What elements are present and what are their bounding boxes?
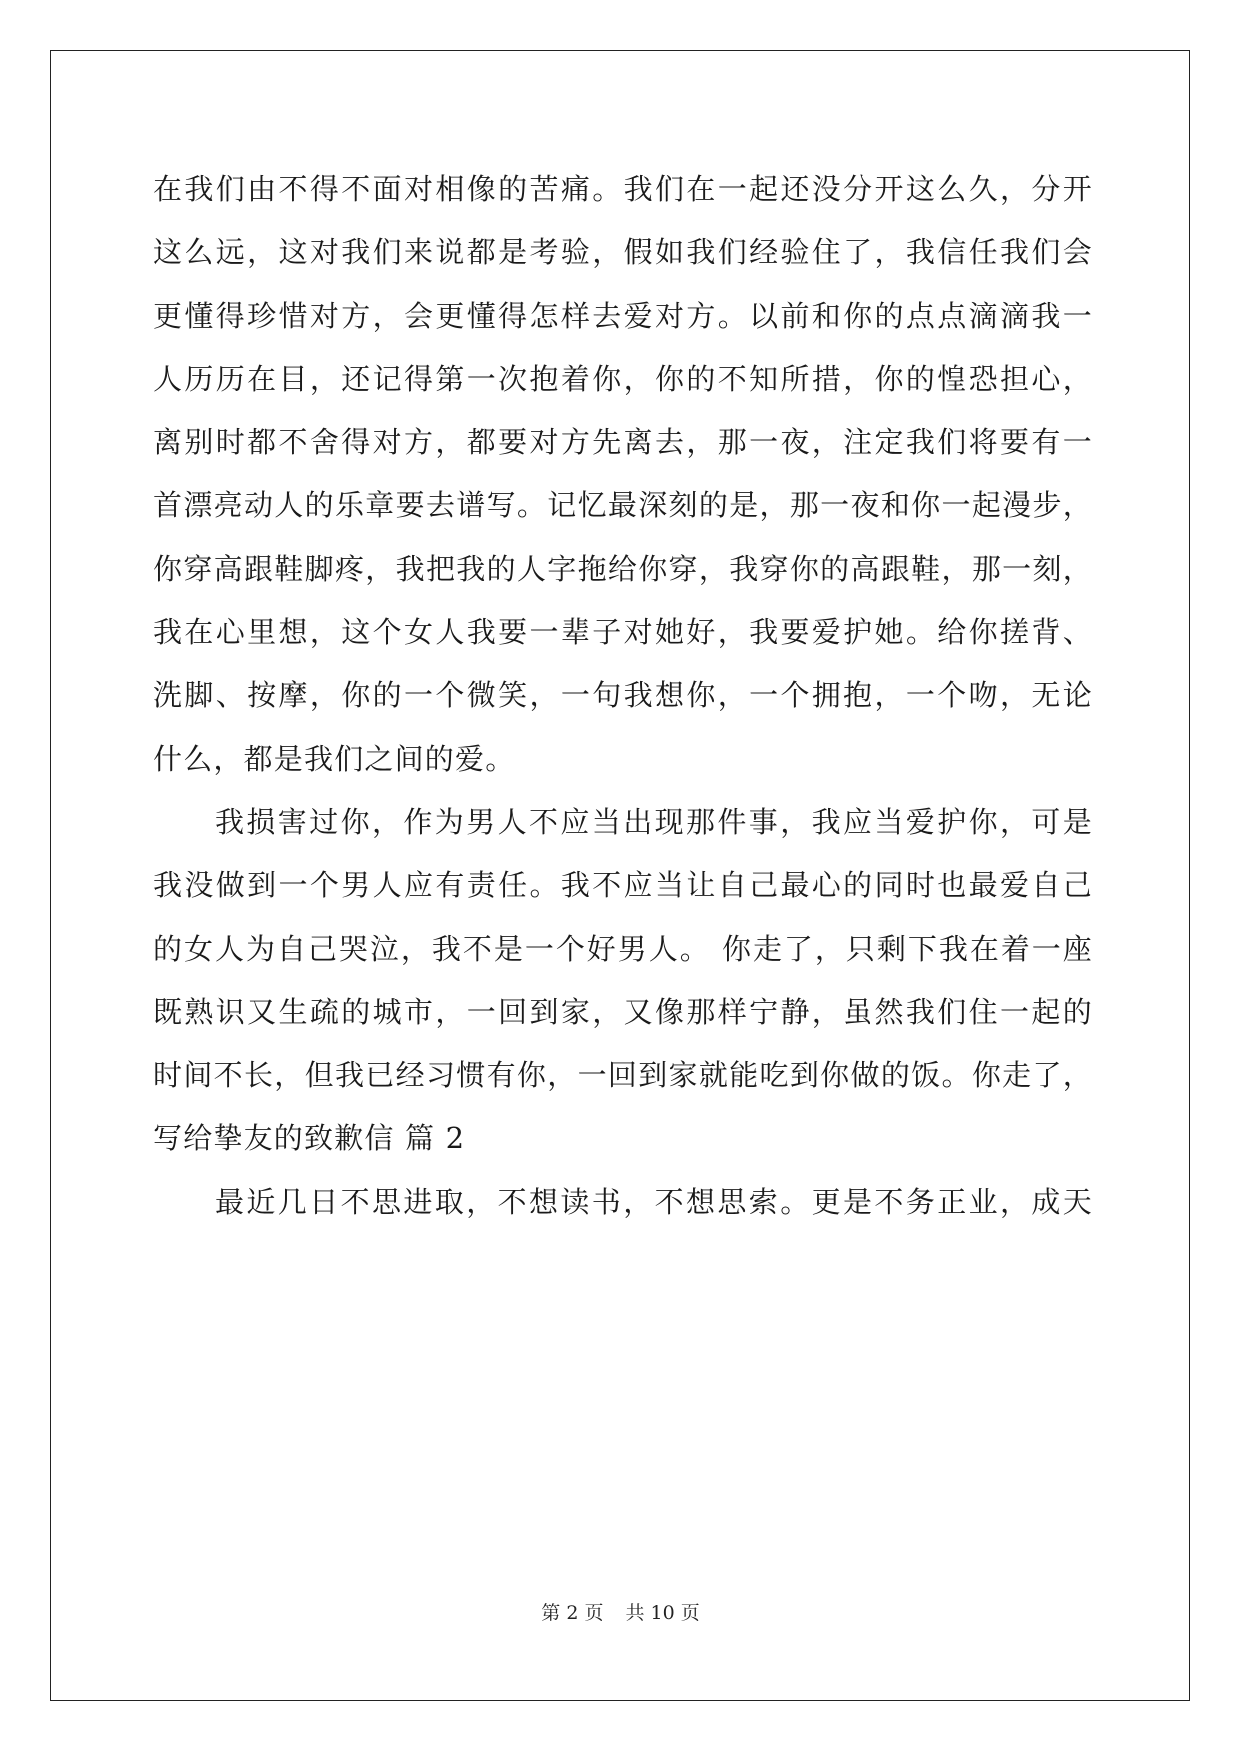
text-line-2: 这么远，这对我们来说都是考验，假如我们经验住了，我信任我们会 [153, 235, 1093, 270]
text-line-5: 离别时都不舍得对方，都要对方先离去，那一夜，注定我们将要有一 [153, 425, 1093, 460]
page-total: 共 10 页 [625, 1602, 700, 1624]
text-line-6: 首漂亮动人的乐章要去谱写。记忆最深刻的是，那一夜和你一起漫步， [153, 488, 1093, 523]
text-line-3: 更懂得珍惜对方，会更懂得怎样去爱对方。以前和你的点点滴滴我一 [153, 298, 1093, 333]
text-line-1: 在我们由不得不面对相像的苦痛。我们在一起还没分开这么久，分开 [153, 172, 1093, 206]
text-line-14: 既熟识又生疏的城市，一回到家，又像那样宁静，虽然我们住一起的 [153, 994, 1093, 1029]
text-line-15: 时间不长，但我已经习惯有你，一回到家就能吃到你做的饭。你走了， [153, 1058, 1093, 1093]
section-heading: 写给挚友的致歉信 篇 2 [153, 1121, 466, 1156]
text-line-9: 洗脚、按摩，你的一个微笑，一句我想你，一个拥抱，一个吻，无论 [153, 678, 1093, 713]
text-line-7: 你穿高跟鞋脚疼，我把我的人字拖给你穿，我穿你的高跟鞋，那一刻， [153, 551, 1093, 586]
text-line-4: 人历历在目，还记得第一次抱着你，你的不知所措，你的惶恐担心， [153, 361, 1093, 396]
page-footer [0, 1598, 1241, 1625]
text-line-11: 我损害过你，作为男人不应当出现那件事，我应当爱护你，可是 [215, 804, 1093, 839]
document-body [153, 158, 1093, 1234]
text-line-17: 最近几日不思进取，不想读书，不想思索。更是不务正业，成天 [215, 1184, 1093, 1219]
text-line-10: 什么，都是我们之间的爱。 [153, 741, 516, 776]
text-line-13: 的女人为自己哭泣，我不是一个好男人。 你走了，只剩下我在着一座 [153, 931, 1093, 966]
text-line-12: 我没做到一个男人应有责任。我不应当让自己最心的同时也最爱自己 [153, 868, 1093, 903]
text-line-8: 我在心里想，这个女人我要一辈子对她好，我要爱护她。给你搓背、 [153, 615, 1093, 650]
page-number: 第 2 页 [541, 1602, 604, 1624]
